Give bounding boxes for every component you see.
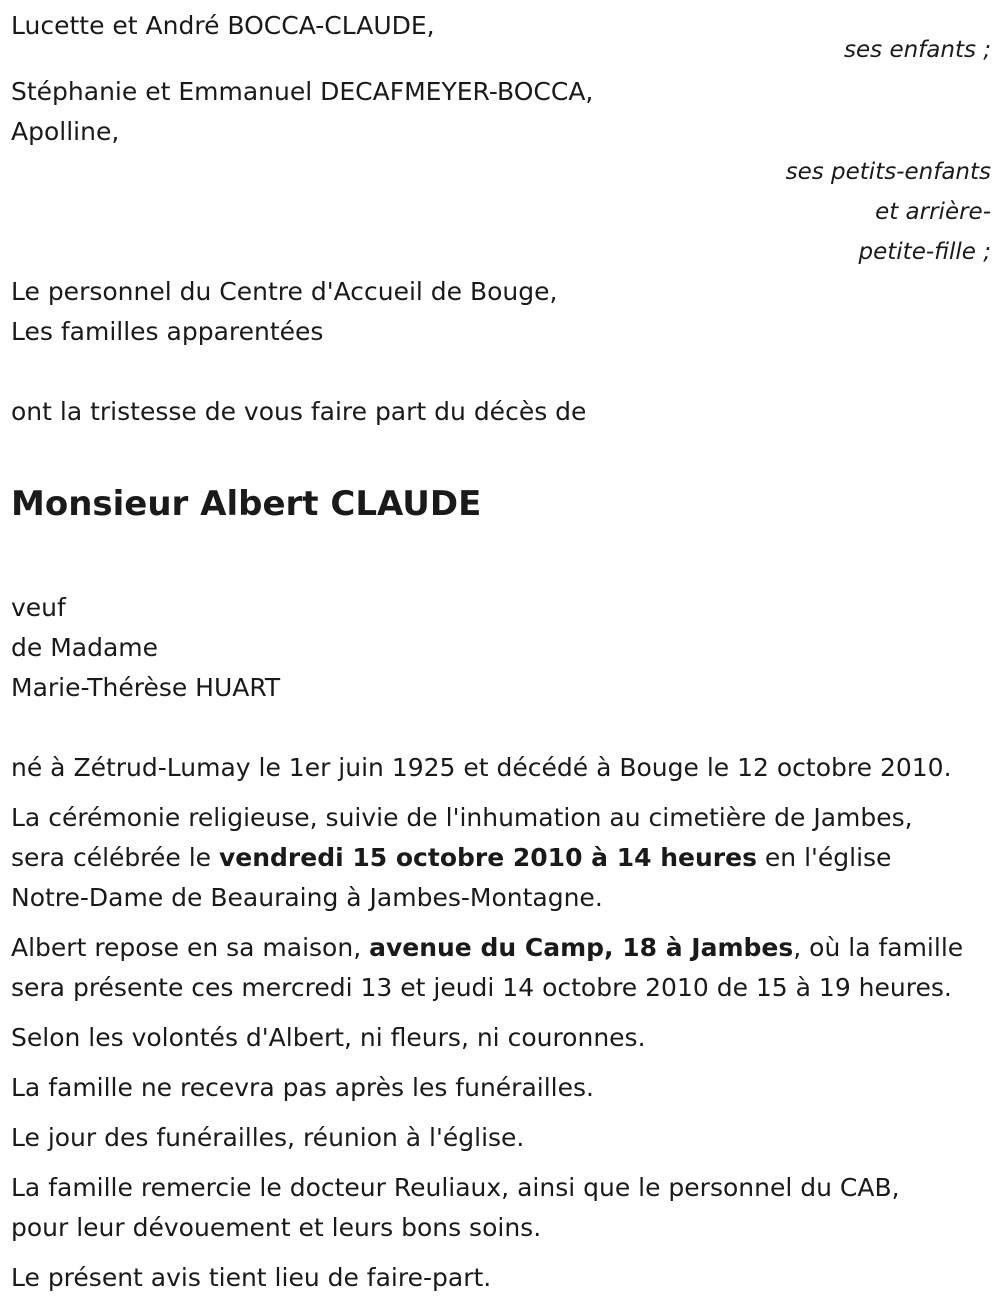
no-reception-paragraph (11, 1068, 991, 1108)
ceremony-paragraph (11, 798, 991, 918)
meeting-paragraph (11, 1118, 991, 1158)
wishes: Selon les volontés d'Albert, ni fleurs, ni couronnes. (11, 1023, 646, 1052)
widower-line-1: veuf (11, 593, 66, 622)
grandchildren-role-3: petite-fille ; (858, 239, 991, 265)
wishes-paragraph (11, 1018, 991, 1058)
notice: Le présent avis tient lieu de faire-part. (11, 1263, 492, 1292)
relatives-line: Les familles apparentées (11, 317, 324, 346)
staff-line: Le personnel du Centre d'Accueil de Bouge, (11, 277, 558, 306)
thanks-paragraph (11, 1168, 991, 1248)
repose-paragraph (11, 928, 991, 1008)
children-role: ses enfants ; (844, 37, 991, 63)
obituary-notice (11, 6, 991, 1308)
widower-line-3: Marie-Thérèse HUART (11, 673, 281, 702)
thanks-line-2: pour leur dévouement et leurs bons soins. (11, 1213, 542, 1242)
thanks-line-1: La famille remercie le docteur Reuliaux, ainsi que le personnel du CAB, (11, 1173, 900, 1202)
repose-line-1: Albert repose en sa maison, avenue du Camp, 18 à Jambes, où la famille (11, 933, 964, 962)
widower-line-2: de Madame (11, 633, 159, 662)
grandchildren-role-1: ses petits-enfants (785, 159, 991, 185)
no-reception: La famille ne recevra pas après les funérailles. (11, 1073, 594, 1102)
repose-address: avenue du Camp, 18 à Jambes (369, 933, 794, 962)
announcement: ont la tristesse de vous faire part du décès de (11, 397, 587, 426)
ceremony-line-3: Notre-Dame de Beauraing à Jambes-Montagne. (11, 883, 603, 912)
ceremony-date: vendredi 15 octobre 2010 à 14 heures (218, 843, 757, 872)
notice-paragraph (11, 1258, 991, 1298)
birth-death: né à Zétrud-Lumay le 1er juin 1925 et décédé à Bouge le 12 octobre 2010. (11, 753, 952, 782)
grandchildren-role-2: et arrière- (875, 199, 991, 225)
birth-death-paragraph (11, 748, 991, 788)
ceremony-line-1: La cérémonie religieuse, suivie de l'inhumation au cimetière de Jambes, (11, 803, 913, 832)
ceremony-line-2: sera célébrée le vendredi 15 octobre 2010 à 14 heures en l'église (11, 843, 892, 872)
grandchildren-line-2: Apolline, (11, 117, 120, 146)
deceased-name: Monsieur Albert CLAUDE (11, 484, 482, 524)
meeting: Le jour des funérailles, réunion à l'église. (11, 1123, 525, 1152)
grandchildren-line-1: Stéphanie et Emmanuel DECAFMEYER-BOCCA, (11, 77, 594, 106)
children-names: Lucette et André BOCCA-CLAUDE, (11, 11, 435, 40)
repose-line-2: sera présente ces mercredi 13 et jeudi 14 octobre 2010 de 15 à 19 heures. (11, 973, 952, 1002)
